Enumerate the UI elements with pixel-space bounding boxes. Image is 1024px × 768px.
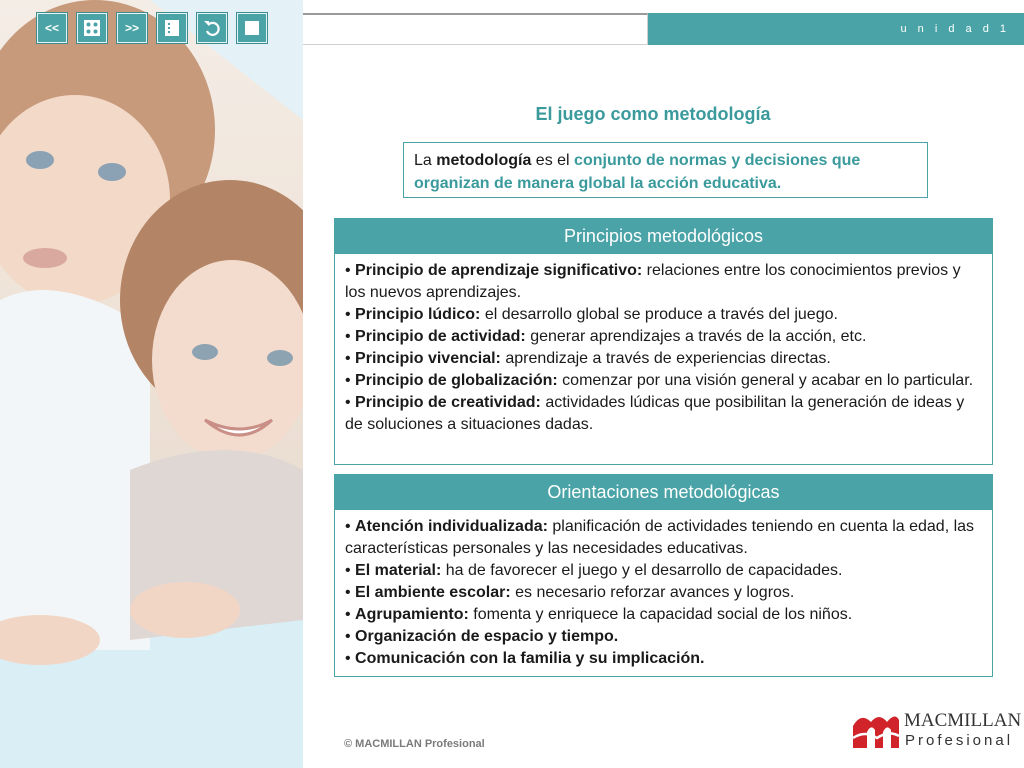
back-button[interactable] xyxy=(197,13,227,43)
principles-section xyxy=(334,218,993,465)
logo-mark-icon xyxy=(851,708,901,750)
double-chevron-left-icon: << xyxy=(44,21,59,35)
list-item: • Atención individualizada: planificación de actividades teniendo en cuenta la edad, las características personales y las necesidades educativas. xyxy=(345,518,975,557)
definition-middle: es el xyxy=(531,152,575,169)
menu-button[interactable] xyxy=(77,13,107,43)
list-icon xyxy=(163,19,181,37)
list-item: • Agrupamiento: fomenta y enriquece la capacidad social de los niños. xyxy=(345,606,853,623)
list-item: • Principio vivencial: aprendizaje a través de experiencias directas. xyxy=(345,350,831,367)
square-stop-icon xyxy=(244,20,260,36)
list-item: • Principio de globalización: comenzar por una visión general y acabar en lo particular. xyxy=(345,372,974,389)
definition-prefix: La xyxy=(414,152,437,169)
logo-text-macmillan: MACMILLAN xyxy=(904,710,1022,731)
double-chevron-right-icon: >> xyxy=(124,21,139,35)
definition-box xyxy=(403,142,928,198)
previous-button[interactable] xyxy=(37,13,67,43)
logo-text-profesional: Profesional xyxy=(905,732,1014,749)
list-item: • Comunicación con la familia y su implicación. xyxy=(345,650,705,667)
principles-list xyxy=(335,254,992,440)
list-item: • Principio lúdico: el desarrollo global se produce a través del juego. xyxy=(345,306,838,323)
index-button[interactable] xyxy=(157,13,187,43)
orientations-section xyxy=(334,474,993,677)
definition-term: metodología xyxy=(436,152,532,169)
undo-arrow-icon xyxy=(202,18,222,38)
children-photo xyxy=(0,0,303,768)
list-item: • El ambiente escolar: es necesario reforzar avances y logros. xyxy=(345,584,795,601)
stop-button[interactable] xyxy=(237,13,267,43)
page-title: El juego como metodología xyxy=(535,104,771,124)
copyright-text: © MACMILLAN Profesional xyxy=(344,738,485,750)
list-item: • Principio de creatividad: actividades lúdicas que posibilitan la generación de ideas y de soluciones a situaciones dadas. xyxy=(345,394,965,433)
definition-highlight: conjunto de normas y decisiones que organizan de manera global la acción educativa. xyxy=(414,152,861,192)
list-item: • Principio de aprendizaje significativo: relaciones entre los conocimientos previos y los nuevos aprendizajes. xyxy=(345,262,961,301)
dice-grid-icon xyxy=(83,19,101,37)
next-button[interactable] xyxy=(117,13,147,43)
list-item: • Principio de actividad: generar aprendizajes a través de la acción, etc. xyxy=(345,328,867,345)
list-item: • El material: ha de favorecer el juego y el desarrollo de capacidades. xyxy=(345,562,843,579)
orientations-list xyxy=(335,510,992,674)
list-item: • Organización de espacio y tiempo. xyxy=(345,628,619,645)
macmillan-logo xyxy=(851,706,1022,752)
header-bar xyxy=(648,13,1024,45)
principles-heading: Principios metodológicos xyxy=(335,219,992,254)
children-illustration xyxy=(0,0,303,768)
header-field xyxy=(303,13,648,45)
orientations-heading: Orientaciones metodológicas xyxy=(335,475,992,510)
unit-label: u n i d a d 1 xyxy=(900,23,1010,35)
